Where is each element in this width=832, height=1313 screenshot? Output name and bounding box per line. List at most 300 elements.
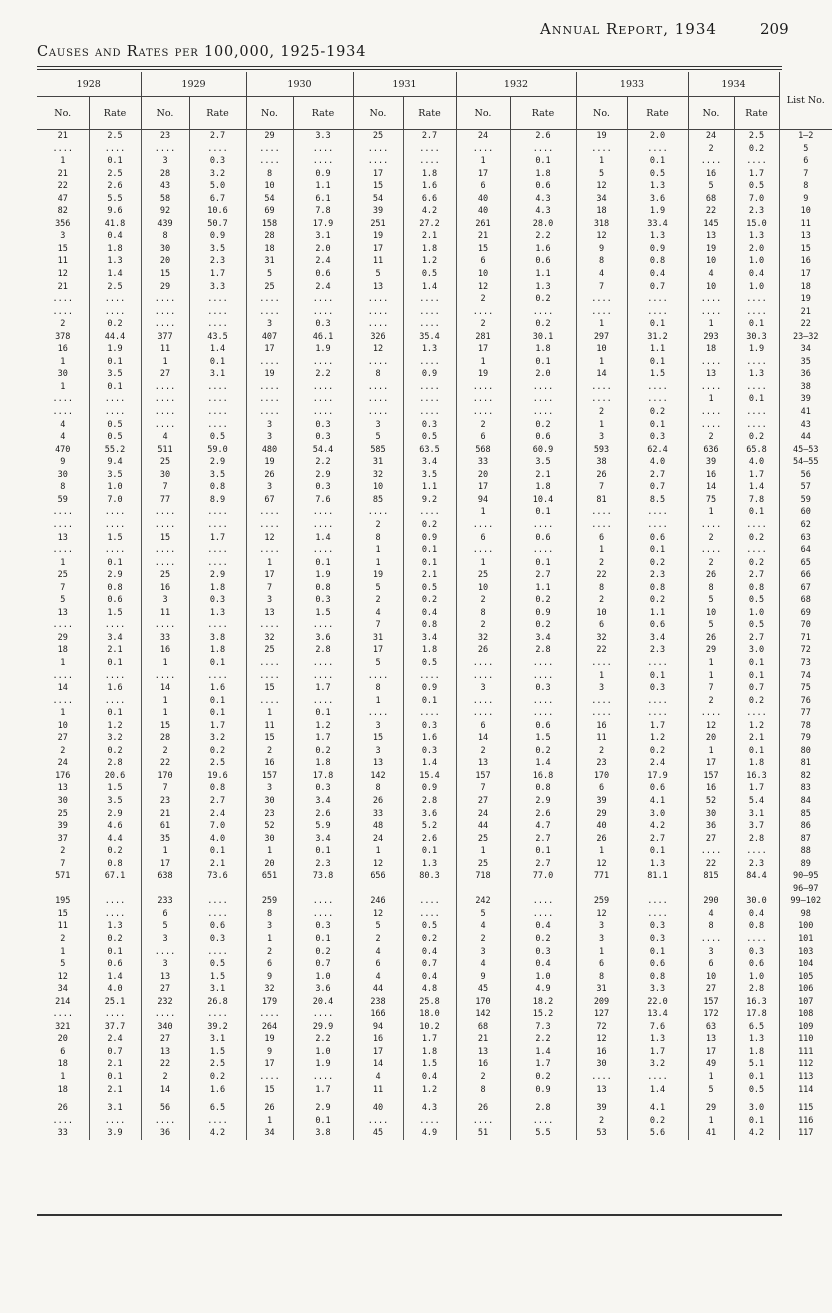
count-cell: 15 <box>353 180 403 193</box>
count-cell: .... <box>456 306 510 319</box>
rate-cell: .... <box>510 657 576 670</box>
count-cell: 16 <box>57 344 68 355</box>
rate-cell: 0.8 <box>627 582 688 595</box>
list-no-cell: 72 <box>779 644 832 657</box>
rate-cell: 0.3 <box>403 745 456 758</box>
count-cell: 3 <box>353 745 403 758</box>
rate-cell: 7.8 <box>734 494 779 507</box>
rate-cell: 2.3 <box>734 205 779 218</box>
rate-cell: 73.8 <box>293 870 353 883</box>
count-cell: 30 <box>246 833 293 846</box>
rate-cell: 1.0 <box>734 255 779 268</box>
count-cell: 6 <box>576 619 627 632</box>
count-cell: 40 <box>353 1102 403 1115</box>
list-no-cell: 81 <box>779 757 832 770</box>
count-cell: 2 <box>576 745 627 758</box>
count-cell: 9 <box>246 971 293 984</box>
count-cell: 7 <box>353 619 403 632</box>
rate-cell: 0.6 <box>627 958 688 971</box>
count-cell: .... <box>576 519 627 532</box>
count-cell: 1 <box>456 845 510 858</box>
rate-cell: 0.6 <box>627 782 688 795</box>
count-cell: 10 <box>353 481 403 494</box>
count-cell: 54 <box>246 193 293 206</box>
count-cell: .... <box>688 406 734 419</box>
rate-cell: .... <box>293 544 353 557</box>
rate-cell: 0.1 <box>734 318 779 331</box>
rate-cell: .... <box>89 544 141 557</box>
rate-cell: 4.3 <box>510 193 576 206</box>
rate-header: Rate <box>510 97 576 130</box>
list-no-cell: 78 <box>779 720 832 733</box>
count-cell: 297 <box>576 331 627 344</box>
rate-cell: .... <box>627 306 688 319</box>
count-cell: 6 <box>688 958 734 971</box>
count-cell: 12 <box>57 269 68 280</box>
rate-cell: 2.7 <box>627 469 688 482</box>
rate-cell: .... <box>89 619 141 632</box>
list-no-cell: 116 <box>779 1115 832 1128</box>
rate-cell: 0.2 <box>510 933 576 946</box>
rate-cell: 4.0 <box>189 833 246 846</box>
count-cell: 17 <box>688 1046 734 1059</box>
count-cell: 25 <box>456 858 510 871</box>
rate-cell: 0.6 <box>293 268 353 281</box>
rate-cell: 0.6 <box>89 958 141 971</box>
table-row <box>37 419 832 432</box>
rate-cell: 0.1 <box>293 707 353 720</box>
rate-cell: 2.5 <box>89 130 141 143</box>
count-cell: 26 <box>246 1102 293 1115</box>
count-cell: 568 <box>456 444 510 457</box>
rate-cell: 2.7 <box>734 569 779 582</box>
count-cell: 35 <box>141 833 189 846</box>
rate-cell: 0.2 <box>510 745 576 758</box>
rate-cell: 1.0 <box>510 971 576 984</box>
count-cell: .... <box>246 143 293 156</box>
count-cell: 4 <box>60 419 66 430</box>
count-cell: 1 <box>576 670 627 683</box>
count-cell: 68 <box>456 1021 510 1034</box>
rate-cell: 0.6 <box>89 594 141 607</box>
rate-cell: 6.5 <box>189 1102 246 1115</box>
count-cell: 6 <box>456 720 510 733</box>
count-cell <box>141 883 189 896</box>
count-cell: 16 <box>141 582 189 595</box>
count-cell: 9 <box>246 1046 293 1059</box>
count-cell: 45 <box>456 983 510 996</box>
count-cell: .... <box>141 670 189 683</box>
count-cell: 771 <box>576 870 627 883</box>
rate-cell: 73.6 <box>189 870 246 883</box>
rate-cell: 3.3 <box>627 983 688 996</box>
rate-cell: .... <box>627 519 688 532</box>
table-row <box>37 996 832 1009</box>
count-cell: 1 <box>688 657 734 670</box>
count-cell: 16 <box>456 1058 510 1071</box>
count-cell: 17 <box>353 1046 403 1059</box>
count-cell: 3 <box>246 594 293 607</box>
count-cell: 17 <box>246 1058 293 1071</box>
count-cell: 19 <box>688 243 734 256</box>
count-cell: 13 <box>456 757 510 770</box>
rate-cell: .... <box>89 406 141 419</box>
count-cell: .... <box>52 294 73 305</box>
count-cell: 157 <box>246 770 293 783</box>
rate-cell: 0.9 <box>510 1084 576 1097</box>
rate-cell: 2.1 <box>403 230 456 243</box>
count-cell: .... <box>353 306 403 319</box>
count-cell: 14 <box>141 1084 189 1097</box>
count-cell: .... <box>688 155 734 168</box>
count-cell: 4 <box>688 268 734 281</box>
list-no-cell: 22 <box>779 318 832 331</box>
count-cell: 33 <box>141 632 189 645</box>
rate-cell: 19.6 <box>189 770 246 783</box>
count-cell: 3 <box>576 933 627 946</box>
rate-cell: .... <box>510 519 576 532</box>
count-cell: 356 <box>55 218 71 229</box>
count-cell: 24 <box>688 130 734 143</box>
count-cell: 7 <box>141 782 189 795</box>
rate-cell: 25.8 <box>403 996 456 1009</box>
count-cell: 10 <box>688 281 734 294</box>
table-row <box>37 682 832 695</box>
count-cell: 27 <box>141 368 189 381</box>
rate-cell: 2.7 <box>189 130 246 143</box>
count-cell: .... <box>246 155 293 168</box>
count-cell: 5 <box>576 168 627 181</box>
rate-cell: 7.8 <box>293 205 353 218</box>
count-cell: 6 <box>456 532 510 545</box>
list-no-cell: 69 <box>779 607 832 620</box>
rate-cell: .... <box>89 306 141 319</box>
rate-cell: 6.6 <box>403 193 456 206</box>
count-cell: .... <box>576 695 627 708</box>
rate-cell: 9.2 <box>403 494 456 507</box>
rate-cell: 4.1 <box>627 1102 688 1115</box>
rate-cell: 2.9 <box>510 795 576 808</box>
rate-cell: 5.6 <box>627 1127 688 1140</box>
rate-cell: 1.8 <box>403 243 456 256</box>
rate-cell: 5.5 <box>89 193 141 206</box>
count-cell: 3 <box>141 155 189 168</box>
count-cell: 51 <box>456 1127 510 1140</box>
count-cell: 59 <box>57 494 68 505</box>
count-cell: .... <box>141 1115 189 1128</box>
rate-cell: 1.7 <box>189 532 246 545</box>
rate-cell: 60.9 <box>510 444 576 457</box>
rate-cell: .... <box>189 946 246 959</box>
rate-cell: 3.4 <box>403 632 456 645</box>
rate-cell: 0.3 <box>189 594 246 607</box>
count-cell: 638 <box>141 870 189 883</box>
count-cell: 6 <box>60 1046 66 1057</box>
count-cell: .... <box>456 519 510 532</box>
list-no-cell: 84 <box>779 795 832 808</box>
rate-cell: 1.0 <box>293 971 353 984</box>
rate-cell: 0.4 <box>627 268 688 281</box>
rate-cell: 0.2 <box>734 557 779 570</box>
rate-cell: .... <box>510 393 576 406</box>
count-cell: .... <box>246 393 293 406</box>
count-cell: 1 <box>246 933 293 946</box>
rate-cell: 3.5 <box>89 795 141 808</box>
rate-cell: 4.1 <box>627 795 688 808</box>
count-cell: .... <box>353 381 403 394</box>
count-cell: 1 <box>246 1115 293 1128</box>
list-no-cell: 59 <box>779 494 832 507</box>
count-cell: 7 <box>60 858 66 869</box>
count-cell: 39 <box>688 456 734 469</box>
list-no-cell: 23–32 <box>779 331 832 344</box>
count-cell: .... <box>456 381 510 394</box>
table-row <box>37 920 832 933</box>
count-cell: .... <box>688 381 734 394</box>
count-cell: .... <box>688 306 734 319</box>
count-cell: 21 <box>456 230 510 243</box>
table-row <box>37 670 832 683</box>
table-row <box>37 1102 832 1115</box>
table-row <box>37 1071 832 1084</box>
rate-cell: 2.6 <box>510 808 576 821</box>
count-cell: 23 <box>141 130 189 143</box>
count-cell: .... <box>456 544 510 557</box>
list-no-cell: 71 <box>779 632 832 645</box>
rate-cell: 2.6 <box>403 833 456 846</box>
rate-cell: .... <box>189 419 246 432</box>
no-header: No. <box>246 97 293 130</box>
rate-cell: 0.1 <box>734 506 779 519</box>
count-cell: 34 <box>576 193 627 206</box>
count-cell: 39 <box>576 1102 627 1115</box>
rate-cell: 0.8 <box>293 582 353 595</box>
count-cell: 1 <box>688 1115 734 1128</box>
table-row <box>37 770 832 783</box>
rate-cell: 1.3 <box>627 180 688 193</box>
count-cell: 8 <box>353 368 403 381</box>
count-cell: 12 <box>353 858 403 871</box>
rate-cell: 0.4 <box>734 908 779 921</box>
rate-cell: 1.5 <box>293 607 353 620</box>
list-no-cell: 17 <box>779 268 832 281</box>
list-no-cell: 117 <box>779 1127 832 1140</box>
rate-cell: .... <box>189 143 246 156</box>
count-cell: 2 <box>456 419 510 432</box>
rate-cell: 2.9 <box>293 469 353 482</box>
count-cell: 10 <box>576 343 627 356</box>
count-cell: .... <box>353 155 403 168</box>
rate-cell: 2.3 <box>189 255 246 268</box>
top-rule <box>37 66 782 67</box>
table-row <box>37 331 832 344</box>
table-row <box>37 205 832 218</box>
count-cell: 18 <box>246 243 293 256</box>
rate-cell: 4.3 <box>403 1102 456 1115</box>
list-no-cell: 113 <box>779 1071 832 1084</box>
count-cell: 27 <box>57 733 68 744</box>
rate-cell: 1.5 <box>89 782 141 795</box>
count-cell: 17 <box>456 168 510 181</box>
count-cell: 25 <box>141 569 189 582</box>
rate-cell: 0.1 <box>403 544 456 557</box>
count-cell: 13 <box>456 1046 510 1059</box>
count-cell: 16 <box>576 720 627 733</box>
rate-cell: .... <box>627 908 688 921</box>
rate-cell: 1.3 <box>510 281 576 294</box>
rate-cell: 1.0 <box>734 281 779 294</box>
count-cell: .... <box>141 318 189 331</box>
rate-cell: 1.7 <box>510 1058 576 1071</box>
rate-cell: 1.3 <box>189 607 246 620</box>
rate-cell: 3.8 <box>293 1127 353 1140</box>
rate-cell: 0.3 <box>627 933 688 946</box>
rate-cell: 16.8 <box>510 770 576 783</box>
rate-cell: .... <box>627 707 688 720</box>
rate-cell: 0.1 <box>403 695 456 708</box>
count-cell: 1 <box>60 381 66 392</box>
rate-cell: 8.9 <box>189 494 246 507</box>
rate-cell: 0.4 <box>510 920 576 933</box>
rate-cell <box>734 883 779 896</box>
table-row <box>37 481 832 494</box>
count-cell: 18 <box>57 1084 68 1095</box>
count-cell: .... <box>52 620 73 631</box>
count-cell: 1 <box>141 657 189 670</box>
rate-cell: 0.5 <box>89 431 141 444</box>
rate-cell: 0.5 <box>89 419 141 432</box>
rate-cell: 0.1 <box>89 946 141 959</box>
rate-cell: .... <box>510 306 576 319</box>
count-cell: 14 <box>353 1058 403 1071</box>
rate-cell: 1.4 <box>510 757 576 770</box>
count-cell: 3 <box>141 594 189 607</box>
rate-cell: 1.8 <box>510 168 576 181</box>
table-row <box>37 983 832 996</box>
rate-cell: 0.7 <box>89 1046 141 1059</box>
rate-cell: 1.7 <box>293 1084 353 1097</box>
count-cell: 12 <box>576 180 627 193</box>
table-row <box>37 569 832 582</box>
rate-cell: 3.2 <box>189 732 246 745</box>
rate-cell: .... <box>189 406 246 419</box>
count-cell: 2 <box>353 594 403 607</box>
year-header-row <box>37 72 832 97</box>
count-cell: 85 <box>353 494 403 507</box>
count-cell: 52 <box>246 820 293 833</box>
count-cell: 32 <box>353 469 403 482</box>
rate-cell: 0.3 <box>293 782 353 795</box>
count-cell: 321 <box>55 1021 71 1032</box>
count-cell: 815 <box>688 870 734 883</box>
table-row <box>37 946 832 959</box>
list-no-cell: 80 <box>779 745 832 758</box>
rate-cell: .... <box>89 670 141 683</box>
count-cell: 22 <box>141 1058 189 1071</box>
rate-cell: 3.8 <box>189 632 246 645</box>
rate-cell: .... <box>293 895 353 908</box>
count-cell: 8 <box>576 255 627 268</box>
count-cell: 242 <box>456 895 510 908</box>
rate-cell: 1.5 <box>403 1058 456 1071</box>
count-cell: 25 <box>141 456 189 469</box>
rate-cell <box>627 883 688 896</box>
rate-cell: 0.8 <box>627 255 688 268</box>
count-cell: 480 <box>246 444 293 457</box>
count-cell: 3 <box>246 782 293 795</box>
count-cell: 1 <box>141 845 189 858</box>
count-cell: 11 <box>353 1084 403 1097</box>
count-cell: 2 <box>456 745 510 758</box>
table-row <box>37 1033 832 1046</box>
rate-cell: 84.4 <box>734 870 779 883</box>
count-cell: 1 <box>353 845 403 858</box>
count-cell: 170 <box>576 770 627 783</box>
list-no-cell: 1–2 <box>779 130 832 143</box>
count-cell: 1 <box>576 318 627 331</box>
table-row <box>37 883 832 896</box>
list-no-cell: 83 <box>779 782 832 795</box>
rate-cell: 3.2 <box>189 168 246 181</box>
rate-cell: 1.3 <box>627 1033 688 1046</box>
count-cell: 10 <box>688 255 734 268</box>
count-cell: 13 <box>246 607 293 620</box>
rate-cell: .... <box>89 895 141 908</box>
count-cell: .... <box>246 1008 293 1021</box>
rate-cell: 1.2 <box>403 255 456 268</box>
rate-header: Rate <box>293 97 353 130</box>
count-cell: 3 <box>141 958 189 971</box>
rate-cell: 0.5 <box>189 958 246 971</box>
rate-cell: 2.5 <box>189 757 246 770</box>
rate-cell: 4.6 <box>89 820 141 833</box>
rate-cell: .... <box>89 393 141 406</box>
count-cell: 19 <box>246 1033 293 1046</box>
count-cell: 1 <box>456 506 510 519</box>
table-row <box>37 594 832 607</box>
rate-cell: .... <box>627 506 688 519</box>
rate-cell: 2.1 <box>89 1084 141 1097</box>
rate-cell: 1.5 <box>89 532 141 545</box>
count-cell: 15 <box>141 720 189 733</box>
rate-cell: 0.1 <box>627 419 688 432</box>
rate-cell: 0.3 <box>293 481 353 494</box>
count-cell: 1 <box>353 557 403 570</box>
count-cell: 19 <box>246 368 293 381</box>
count-cell: 11 <box>141 343 189 356</box>
count-cell: 22 <box>688 858 734 871</box>
rate-cell <box>510 883 576 896</box>
rate-cell: 5.0 <box>189 180 246 193</box>
count-cell: 23 <box>246 808 293 821</box>
count-cell: 251 <box>353 218 403 231</box>
rate-cell: 1.7 <box>189 268 246 281</box>
count-cell: .... <box>141 306 189 319</box>
count-cell: 1 <box>141 695 189 708</box>
rate-cell: .... <box>293 356 353 369</box>
rate-cell: 81.1 <box>627 870 688 883</box>
rate-cell: 2.2 <box>510 1033 576 1046</box>
count-cell: 470 <box>55 444 71 455</box>
count-cell: .... <box>576 1071 627 1084</box>
rate-cell: .... <box>293 293 353 306</box>
count-cell: 259 <box>576 895 627 908</box>
rate-cell: .... <box>89 293 141 306</box>
count-cell: 5 <box>246 268 293 281</box>
page-number: 209 <box>760 20 789 38</box>
rate-cell: 0.7 <box>627 281 688 294</box>
rate-cell: 2.9 <box>89 808 141 821</box>
